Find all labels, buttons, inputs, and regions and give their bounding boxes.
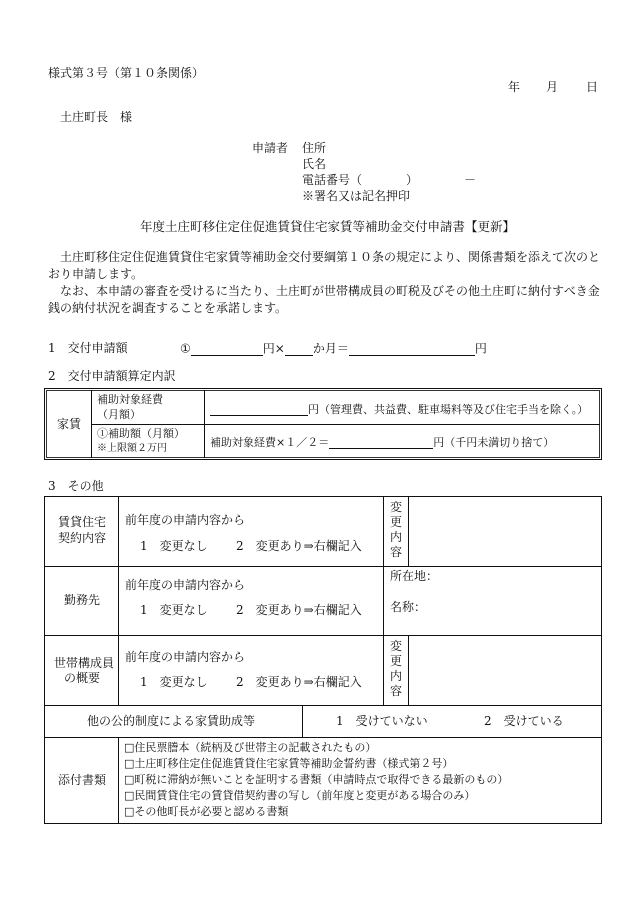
- lease-option-changed: 2 変更あり⇒右欄記入: [236, 539, 362, 553]
- yen-times: 円×: [262, 341, 285, 356]
- household-change-label: 変 更 内 容: [389, 639, 402, 698]
- date-year: 年: [508, 80, 521, 94]
- household-label-2: の概要: [64, 671, 101, 685]
- body-paragraph-2: なお、本申請の審査を受けるに当たり、土庄町が世帯構成員の町税及びその他土庄町に納付すべき金銭の納付状況を調査することを承諾します。: [48, 284, 600, 315]
- attachments-label: 添付書類: [58, 773, 107, 787]
- date-day: 日: [586, 80, 599, 94]
- work-option-none: 1 変更なし: [140, 603, 208, 617]
- attachment-item: □土庄町移住定住促進賃貸住宅家賃等補助金誓約書（様式第２号）: [124, 757, 454, 770]
- workplace-label: 勤務先: [64, 593, 101, 607]
- work-option-changed: 2 変更あり⇒右欄記入: [236, 603, 362, 617]
- attachment-item: □住民票謄本（続柄及び世帯主の記載されたもの）: [124, 741, 377, 754]
- section2-label: 2 交付申請額算定内訳: [48, 369, 176, 383]
- phone-label: 電話番号（: [302, 173, 363, 187]
- section1-amount-line: [180, 341, 487, 356]
- subsidy-value: 円（千円未満切り捨て）: [433, 435, 555, 449]
- work-from-prev: 前年度の申請内容から: [125, 578, 246, 592]
- lease-change-label: 変 更 内 容: [389, 500, 402, 559]
- lease-label-2: 契約内容: [58, 531, 107, 545]
- expense-value: 円（管理費、共益費、駐車場料等及び住宅手当を除く。）: [308, 402, 589, 416]
- expense-label: 補助対象経費: [97, 393, 163, 406]
- house-from-prev: 前年度の申請内容から: [125, 650, 246, 664]
- section1-label: 1 交付申請額: [48, 341, 128, 355]
- date-month: 月: [546, 80, 559, 94]
- rent-label: 家賃: [57, 417, 82, 431]
- applicant-label: 申請者: [252, 141, 289, 155]
- public-subsidy-option-1: 1 受けていない: [336, 714, 428, 728]
- public-subsidy-option-2: 2 受けている: [484, 714, 564, 728]
- applicant-name: 氏名: [302, 157, 327, 171]
- lease-from-prev: 前年度の申請内容から: [125, 513, 246, 527]
- lease-option-none: 1 変更なし: [140, 539, 208, 553]
- expense-sub: （月額）: [97, 408, 141, 421]
- workplace-name: 名称：: [390, 600, 427, 614]
- yen-label: 円: [474, 341, 487, 356]
- house-option-none: 1 変更なし: [140, 675, 208, 689]
- lease-label-1: 賃貸住宅: [58, 515, 107, 529]
- months-label: か月＝: [312, 341, 349, 356]
- subsidy-formula: 補助対象経費×１／２＝: [210, 435, 330, 449]
- phone-close: ）: [406, 173, 419, 187]
- applicant-phone: [302, 173, 476, 187]
- house-option-changed: 2 変更あり⇒右欄記入: [236, 675, 362, 689]
- phone-dash: －: [464, 173, 477, 187]
- document-title: 年度土庄町移住定住促進賃貸住宅家賃等補助金交付申請書【更新】: [140, 219, 516, 234]
- household-label-1: 世帯構成員: [54, 656, 115, 670]
- section3-label: 3 その他: [48, 479, 104, 493]
- signature-note: ※署名又は記名押印: [302, 189, 411, 203]
- expense-value-line: [210, 401, 588, 416]
- form-number: 様式第３号（第１０条関係）: [48, 66, 205, 80]
- subsidy-label: ①補助額（月額）: [97, 427, 185, 440]
- attachment-item: □その他町長が必要と認める書類: [124, 805, 289, 818]
- workplace-address: 所在地：: [390, 569, 439, 583]
- public-subsidy-label: 他の公的制度による家賃助成等: [87, 714, 256, 728]
- applicant-address: 住所: [302, 141, 327, 155]
- attachment-item: □民間賃貸住宅の賃貸借契約書の写し（前年度と変更がある場合のみ）: [124, 789, 476, 802]
- subsidy-limit: ※上限額２万円: [97, 443, 167, 454]
- attachment-item: □町税に滞納が無いことを証明する書類（申請時点で取得できる最新のもの）: [124, 773, 509, 786]
- body-paragraph-1: 土庄町移住定住促進賃貸住宅家賃等補助金交付要綱第１０条の規定により、関係書類を添えて次のとおり申請します。: [48, 250, 601, 281]
- circle-one: ①: [180, 341, 191, 356]
- addressee: 土庄町長 様: [60, 110, 133, 124]
- subsidy-formula-line: [210, 434, 554, 449]
